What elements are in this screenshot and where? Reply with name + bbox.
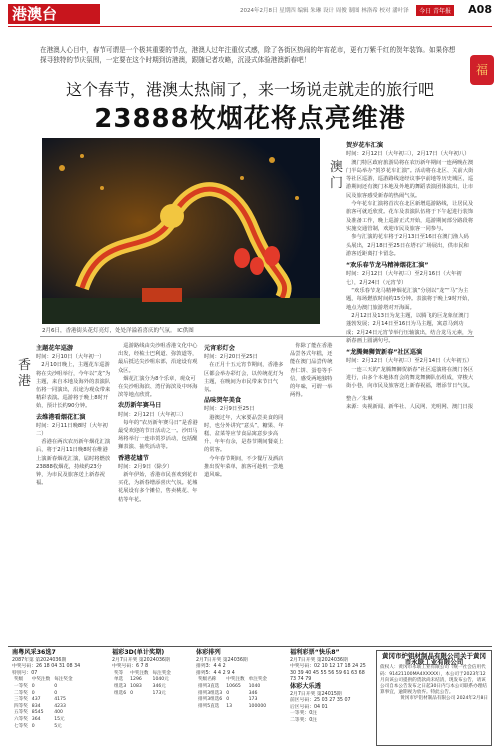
table-cell: 六等奖	[14, 716, 28, 722]
macau-section-title: “龙腾舞狮贺新春”社区巡演	[346, 349, 423, 357]
hk-paragraph: 在正月十五元宵节期间，香港多区都会举办彩灯会，以传统花灯为主题，在晚间为市民带来节日气氛。	[204, 362, 284, 394]
table-cell: 0	[130, 690, 134, 696]
table-cell: 5元	[54, 723, 62, 729]
macau-paragraph: 一连三天的“龙腾舞狮贺新春”社区巡演将在澳门各区进行，由多个本地体育会的舞龙舞狮队伍组成，穿梭大街小巷，向市民及旅客送上新春祝福，增添节日气氛。	[346, 366, 474, 390]
lottery-block	[196, 650, 286, 710]
table-cell: 排列3组选6	[198, 697, 223, 703]
table-row	[196, 704, 269, 711]
lottery-line: 2087年第 第2024036期	[12, 657, 67, 663]
region-label-hongkong: 香港	[18, 358, 32, 389]
table-cell: 1296	[130, 677, 142, 683]
table-cell: 400	[54, 710, 63, 716]
lottery-line: 前区号码：25 03 27 35 07	[290, 698, 351, 704]
lottery-block	[290, 650, 372, 725]
hk-column-2	[118, 342, 198, 504]
table-row	[112, 677, 173, 684]
lottery-header-cell: 中奖注数	[226, 677, 245, 683]
hk-section-title: 品味贺年美食	[204, 397, 242, 405]
macau-paragraph: 澳门特区政府旅游局将在农历新年期间一连两晚在澳门半岛举办“贺岁花车汇演”。活动将在北区、关前大街等社区巡游，巡游路线途经议事亭前地等历史城区，巡游期间还有澳门本地及外地的舞蹈表演团体演出，让市民及旅客感受新春的热闹气氛。	[346, 159, 474, 199]
hk-paragraph: 香港在两次农历新年烟花汇演后，将于2月11日晚8时在维港上演新春烟花汇演，届时将燃放23888枚烟花，持续约23分钟，为市民及旅客送上新春祝福。	[36, 439, 111, 487]
lottery-line: 中奖号码：02 10 12 17 18 24 25 30 39 40 45 55 56 59 61 63 68 73 74 79	[290, 664, 366, 683]
table-cell: 五等奖	[14, 710, 28, 716]
lottery-header-cell: 中奖注数	[31, 677, 51, 683]
lottery-block	[12, 650, 108, 730]
table-cell: 一等奖	[14, 683, 28, 689]
table-cell: 七等奖	[14, 723, 28, 729]
hk-paragraph: 港澳过年，大家要品尝美食的同时，也分外讲究“意头”，糖果、年糕、盆菜等应节食品寓意步步高升、年年有余，是春节期间餐桌上的常客。	[204, 414, 284, 454]
table-row	[112, 684, 173, 691]
byline-source: 来源：央视新闻、新华社、人民网、光明网、澳门日报	[346, 403, 474, 410]
lottery-title: 体彩排列	[196, 649, 221, 656]
street-lantern-photo	[42, 138, 320, 324]
macau-section-time: 时间：2月12日（大年初三）至2月16日（大年初七），2月24日（元宵节）	[346, 271, 462, 286]
lottery-line: 排列5：4 4 2 9 4	[196, 670, 235, 676]
lottery-header-cell: 奖级	[14, 677, 24, 683]
table-cell: 0	[54, 690, 58, 696]
hk-section-time: 时间：2月20日至25日	[204, 354, 258, 361]
lottery-line: 中奖号码：6 7 8	[112, 664, 149, 670]
table-cell: 13	[226, 703, 233, 709]
section-title: 港澳台	[8, 4, 100, 24]
lottery-table	[12, 677, 75, 730]
table-cell: 0	[54, 683, 58, 689]
table-cell: 0	[226, 697, 230, 703]
lottery-title: 福彩3D(单计奖期)	[112, 649, 165, 656]
macau-section-title: 贺岁花车汇演	[346, 142, 384, 149]
table-cell: 100000	[248, 703, 267, 709]
hk-paragraph: 烟花汇演分为8个乐章，观众可在尖沙咀海滨、湾仔海滨及中环海滨等地点欣赏。	[118, 375, 198, 399]
hk-paragraph: 每年的“农历新年赛马日”是香港最受欢迎的节日活动之一。沙田马场将举行一连串贺岁活动，包括醒狮表演、抽奖活动等。	[118, 419, 198, 451]
table-cell: 834	[31, 703, 41, 709]
lottery-header-cell: 奖等	[114, 670, 124, 676]
region-label-macau: 澳门	[330, 160, 344, 191]
lottery-title: 福利彩票“快乐8”	[290, 649, 340, 656]
table-cell: 15元	[54, 716, 65, 722]
table-row	[12, 717, 75, 724]
table-row	[12, 697, 75, 704]
notice-title: 黄冈市炉铝材制品有限公司关于黄冈市永联工业有限公司	[382, 652, 486, 667]
table-cell: 排列3直选	[198, 683, 220, 689]
macau-section-title: “欢乐春节龙马精神烟花汇演”	[346, 262, 429, 270]
issue-meta: 2024年2月8日 星期四 编辑 朱琳 设计 周俊 制图 林洛希 校对 潘叶泽	[240, 8, 409, 14]
header-rule	[8, 26, 492, 27]
lottery-line: 特别号：07	[12, 670, 38, 676]
macau-paragraph: 今年花车汇演将首次在北区新增巡游路线，让居民及旅客可就近欣赏。花车及表演队伍将于下午起进行装饰及准备工作，晚上巡游正式开始，巡游期间部分路段将实施交通管制，欢迎市民及旅客一同参与。	[346, 201, 474, 232]
hk-column-1	[36, 342, 112, 487]
lottery-header-cell: 奖级名称	[198, 677, 217, 683]
table-cell: 1040	[248, 683, 261, 689]
hk-column-3	[204, 342, 284, 479]
table-cell: 4175	[54, 697, 66, 703]
hk-paragraph: 巡游路线由尖沙咀香港文化中心出发，经梳士巴利道、弥敦道等，最后抵达尖沙咀东部，沿途设有观众区。	[118, 343, 198, 374]
page-number: A08	[468, 3, 492, 16]
lottery-block	[112, 650, 192, 697]
hk-section-time: 时间：2月9日至25日	[204, 406, 255, 413]
lottery-line: 二等奖：0注	[290, 717, 318, 723]
byline	[346, 395, 474, 411]
table-row	[12, 724, 75, 731]
lottery-line: 2月7日开奖 第2024036期	[290, 657, 348, 663]
hk-column-4	[290, 342, 336, 399]
table-cell: 排列5直选	[198, 703, 220, 709]
section-divider	[40, 336, 474, 337]
table-cell: 组选3	[114, 683, 127, 689]
table-cell: 346元	[152, 683, 166, 689]
table-cell: 排列3组选3	[198, 690, 223, 696]
table-cell: 10665	[226, 683, 241, 689]
byline-title: 整合／朱琳	[346, 395, 373, 402]
lottery-line: 一等奖：0注	[290, 711, 318, 717]
table-cell: 173	[248, 697, 258, 703]
lottery-title: 南粤风采36选7	[12, 649, 56, 656]
lottery-line: 排列3：4 4 2	[196, 664, 226, 670]
lottery-line: 后区号码：04 01	[290, 704, 328, 710]
macau-section-time: 时间：2月12日（大年初三），2月17日（大年初八）	[346, 151, 470, 158]
lead-paragraph: 在港澳人心目中，春节可谓是一个极其重要的节点，港澳人过年注重仪式感，除了各街区热闹的年宵花市，更有万紫千红的贺年装饰。如果你想探寻独特的节庆氛围，一定要在这个时期到访港澳，跟随记者攻略，沉浸式体验港澳新春吧！	[40, 46, 456, 64]
notice-body: 债权人：黄冈市永联工业有限公司（统一社会信用代码：91421100MA4XXXXX），本公司于2023年12月向该公司提供的货款尚未结清，现发布公告，请该公司自本公告发布之日起30日内与本公司联系办理结算事宜，逾期视为放弃。特此公告。	[380, 665, 487, 696]
table-cell: 1040元	[152, 677, 169, 683]
lottery-line: 中奖号码：26 18 04 31 08 34	[12, 664, 81, 670]
table-cell: 1083	[130, 683, 142, 689]
fu-lantern-icon: 福	[470, 55, 494, 85]
hk-paragraph: 今年春节期间，不少餐厅及酒店推出贺年菜单，旅客可趁机一尝地道风味。	[204, 455, 284, 479]
photo-caption: 2月6日，香港街头花灯亮灯，处处洋溢着喜庆的气氛。 IC供图	[42, 328, 194, 334]
hk-section-title: 元宵彩灯会	[204, 345, 235, 352]
table-cell: 单选	[114, 677, 124, 683]
notice-footer: 黄冈市炉铝材制品有限公司 2024年2月8日	[400, 696, 488, 702]
hk-paragraph: 你除了能在香港品尝各式年糕，还能在澳门品尝传统杏仁饼、蛋卷等手信，感受两地独特的年味，可谓一举两得。	[290, 343, 333, 399]
lottery-header-cell: 单注奖金	[248, 677, 268, 683]
table-cell: 0	[226, 690, 230, 696]
hk-section-time: 时间：2月9日（除夕）	[118, 463, 173, 470]
table-cell: 437	[31, 697, 41, 703]
page-header	[0, 0, 500, 27]
table-row	[12, 684, 75, 691]
table-cell: 173元	[152, 690, 166, 696]
table-row	[196, 684, 269, 691]
macau-section-time: 时间：2月12日（大年初三）至2月14日（大年初五）	[346, 358, 473, 365]
hk-section-title: 农历新年赛马日	[118, 402, 162, 410]
table-row	[12, 710, 75, 717]
lottery-table	[196, 677, 269, 710]
lottery-subtitle: 体彩大乐透	[290, 682, 321, 690]
table-row	[112, 691, 173, 698]
macau-paragraph: 2月12日及13日为龙主题，以腾飞的巨龙象征澳门蓬勃发展；2月14日至16日为马主题，寓意马到功成；2月24日元宵节举行压轴演出，结合龙马元素，为新春画上圆满句号。	[346, 312, 473, 344]
lottery-header-cell: 中奖注数	[130, 670, 149, 676]
table-cell: 0	[31, 723, 35, 729]
edition-badge: 今日 青年报	[416, 5, 454, 16]
hk-section-title: 主题花年巡游	[36, 345, 74, 352]
macau-paragraph: “欢乐春节龙马精神烟花汇演”分别以“龙”“马”为主题，每场燃放时间约15分钟。表演将于晚上9时开始，地点为澳门旅游塔对开海面。	[346, 288, 473, 311]
hk-section-title: 香港花墟节	[118, 454, 149, 462]
hk-section-time: 时间：2月12日（大年初三）	[118, 411, 187, 418]
lottery-header-cell: 每注奖金	[152, 670, 171, 676]
lottery-header-row	[196, 677, 269, 684]
table-cell: 8545	[31, 710, 44, 716]
table-cell: 4233	[54, 703, 66, 709]
hk-section-title: 去维港看烟花汇演	[36, 413, 86, 421]
lottery-table	[112, 671, 173, 697]
legal-notice	[376, 650, 492, 746]
lottery-header-row	[12, 677, 75, 684]
lottery-line: 2月7日开奖 第24015期	[290, 691, 342, 697]
table-cell: 346	[248, 690, 258, 696]
table-cell: 0	[31, 690, 35, 696]
macau-column	[346, 138, 474, 411]
kicker-headline: 这个春节，港澳太热闹了，来一场说走就走的旅行吧	[65, 80, 434, 99]
hk-section-time: 时间：2月10日（大年初一）	[36, 354, 105, 361]
table-cell: 0	[31, 683, 35, 689]
hk-paragraph: 新年伊始，香港市民喜欢到花市买花，为新春增添喜庆气氛。花墟花展设有多个摊位，售卖桃花、年桔等年花。	[118, 472, 198, 503]
photo-illustration	[42, 138, 320, 324]
macau-paragraph: 参与汇演的花车将于2月13日至16日在澳门渔人码头展出，2月18日至25日在塔石广场展出，供市民和游客近距离打卡留念。	[346, 234, 469, 257]
table-cell: 三等奖	[14, 697, 28, 703]
lottery-line: 2月7日开奖 第24036期	[196, 657, 248, 663]
lottery-rule	[8, 646, 492, 647]
hk-section-time: 时间：2月11日晚8时（大年初二）	[36, 422, 108, 438]
main-headline: 23888枚烟花将点亮维港	[94, 104, 406, 134]
table-cell: 二等奖	[14, 690, 28, 696]
table-cell: 四等奖	[14, 703, 28, 709]
table-cell: 组选6	[114, 690, 127, 696]
lottery-header-cell: 每注奖金	[54, 677, 73, 683]
table-row	[196, 697, 269, 704]
hk-paragraph: 2月10日晚上，主题花车巡游将在尖沙咀举行，今年以“龙”为主题，来自本地及海外的表演队伍将一同演出，沿途为观众带来精彩表演。巡游将于晚上8时开始，预计长约90分钟。	[36, 362, 111, 410]
lottery-line: 2月7日开奖 第2024036期	[112, 657, 170, 663]
table-cell: 364	[31, 716, 41, 722]
